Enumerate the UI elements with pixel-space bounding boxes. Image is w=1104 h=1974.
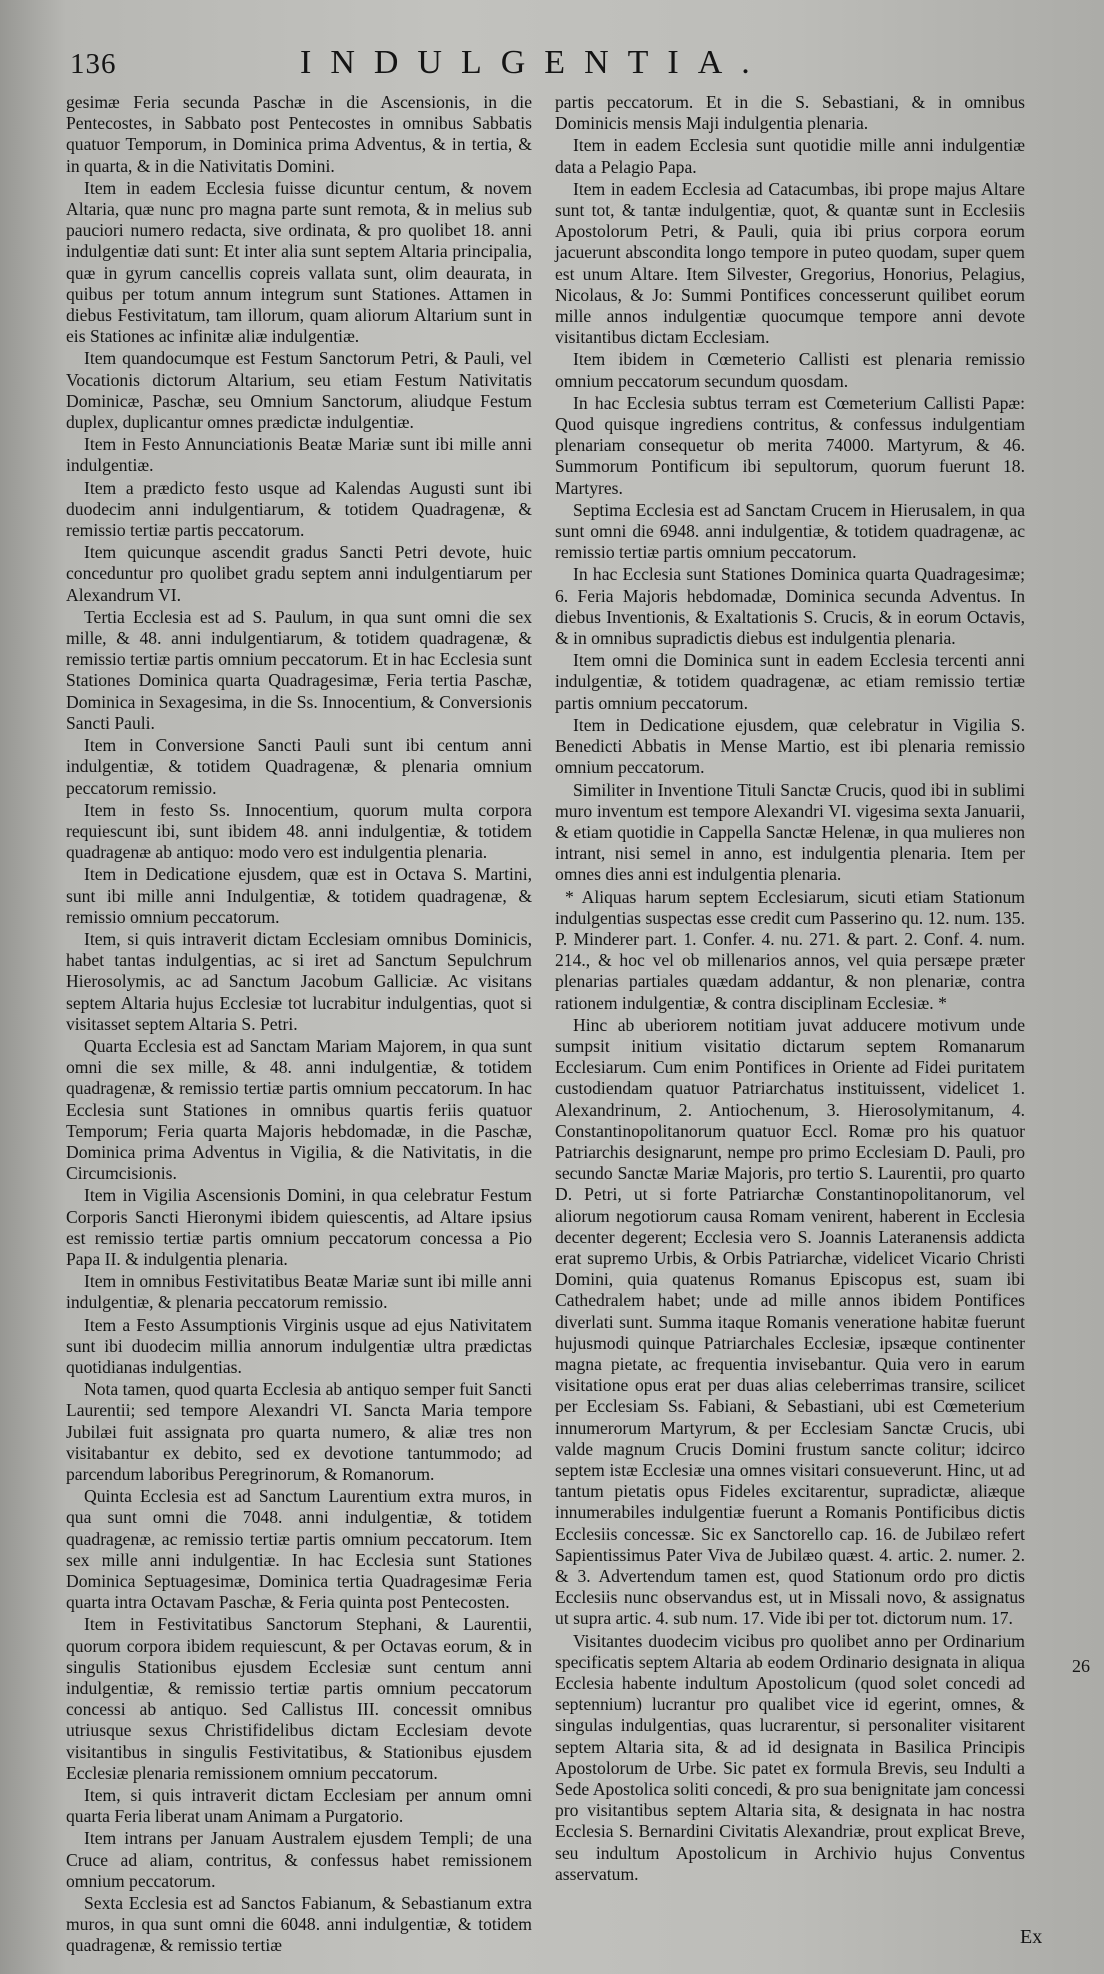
left-column (66, 92, 532, 1958)
page-header (70, 44, 990, 94)
paragraph: In hac Ecclesia sunt Stationes Dominica quarta Quadragesimæ; 6. Feria Majoris hebdomadæ, Dominica secunda Adventus. In diebus Inventionis, & Exaltationis S. Crucis, & in eorum Octavis, & in omnibus supradictis diebus est indulgentia plenaria. (555, 564, 1025, 649)
paragraph: In hac Ecclesia subtus terram est Cœmeterium Callisti Papæ: Quod quisque ingrediens contritus, & confessus indulgentiam plenariam consequetur ob merita 74000. Martyrum, & 46. Summorum Pontificum ibi sepultorum, quorum fuerunt 18. Martyres. (555, 392, 1025, 498)
paragraph: gesimæ Feria secunda Paschæ in die Ascensionis, in die Pentecostes, in Sabbato post Pentecostes in omnibus Sabbatis quatuor Temporum, in Dominica prima Adventus, & in tertia, & in quarta, & in die Nativitatis Domini. (66, 92, 532, 176)
paragraph: Item quandocumque est Festum Sanctorum Petri, & Pauli, vel Vocationis dictorum Altarium, seu etiam Festum Nativitatis Dominicæ, Paschæ, seu Omnium Sanctorum, aliudque Festum duplex, duplicantur omnes prædictæ indulgentiæ. (66, 348, 532, 433)
paragraph: Item, si quis intraverit dictam Ecclesiam omnibus Dominicis, habet tantas indulgentias, ac si iret ad Sanctum Sepulchrum Hierosolymis, ac ad Sanctum Jacobum Galliciæ. Ac visitans septem Altaria hujus Ecclesiæ tot lucrabitur indulgentias, quot si visitasset septem Altaria S. Petri. (66, 928, 532, 1034)
right-column (555, 92, 1025, 1886)
paragraph: Item in eadem Ecclesia ad Catacumbas, ibi prope majus Altare sunt tot, & tantæ indulgentiæ, quot, & quantæ sunt in Ecclesiis Apostolorum Petri, & Pauli, quia ibi prius corpora eorum jacuerunt abscondita longo tempore in puteo quodam, super quem est unum Altare. Item Silvester, Gregorius, Honorius, Pelagius, Nicolaus, & Jo: Summi Pontifices concesserunt quilibet eorum mille annos indulgentiæ quocumque tempore anni devote visitantibus dictam Ecclesiam. (555, 178, 1025, 348)
catchword: Ex (1020, 1926, 1043, 1948)
paragraph: Item in Dedicatione ejusdem, quæ est in Octava S. Martini, sunt ibi mille anni Indulgentiæ, & totidem quadragenæ, & remissio omnium peccatorum. (66, 864, 532, 927)
paragraph: Item in Dedicatione ejusdem, quæ celebratur in Vigilia S. Benedicti Abbatis in Mense Martio, est ibi plenaria remissio omnium peccatorum. (555, 714, 1025, 778)
paragraph: Item in Vigilia Ascensionis Domini, in qua celebratur Festum Corporis Sancti Hieronymi ibidem quiescentis, ad Altare ipsius est remissio tertiæ partis omnium peccatorum concessa a Pio Papa II. & indulgentia plenaria. (66, 1185, 532, 1269)
paragraph: Item in Festo Annunciationis Beatæ Mariæ sunt ibi mille anni indulgentiæ. (66, 434, 532, 476)
paragraph: partis peccatorum. Et in die S. Sebastiani, & in omnibus Dominicis mensis Maji indulgentia plenaria. (555, 92, 1025, 134)
paragraph: Sexta Ecclesia est ad Sanctos Fabianum, & Sebastianum extra muros, in qua sunt omni die 6048. anni indulgentiæ, & totidem quadragenæ, & remissio tertiæ (66, 1893, 532, 1956)
paragraph: Item quicunque ascendit gradus Sancti Petri devote, huic conceduntur pro quolibet gradu septem anni indulgentiarum per Alexandrum VI. (66, 542, 532, 605)
page-number: 136 (70, 48, 117, 80)
paragraph: Item in Festivitatibus Sanctorum Stephani, & Laurentii, quorum corpora ibidem requiescunt, & per Octavas eorum, & in singulis Stationibus ejusdem Ecclesiæ sunt centum anni indulgentiæ, & remissio tertiæ partis omnium peccatorum concessi ab antiquo. Sed Callistus III. concessit omnibus utriusque sexus Christifidelibus dictam Ecclesiam devote visitantibus in singulis Festivitatibus, & Stationibus ejusdem Ecclesiæ plenaria remissionem omnium peccatorum. (66, 1614, 532, 1783)
paragraph: Similiter in Inventione Tituli Sanctæ Crucis, quod ibi in sublimi muro inventum est tempore Alexandri VI. vigesima sexta Januarii, & etiam quotidie in Cappella Sanctæ Helenæ, in qua mulieres non intrant, nisi semel in anno, est indulgentia plenaria. Item per omnes dies anni est indulgentia plenaria. (555, 779, 1025, 885)
footnote-paragraph: * Aliquas harum septem Ecclesiarum, sicuti etiam Stationum indulgentias suspectas esse credit cum Passerino qu. 12. num. 135. P. Minderer part. 1. Confer. 4. nu. 271. & part. 2. Conf. 4. num. 214., & hoc vel ob millenarios annos, vel quia persæpe præter plenarias partiales quædam addantur, & non plenariæ, contra rationem indulgentiæ, & contra disciplinam Ecclesiæ. * (555, 886, 1025, 1013)
paragraph: Item in eadem Ecclesia sunt quotidie mille anni indulgentiæ data a Pelagio Papa. (555, 135, 1025, 177)
margin-number: 26 (1072, 1656, 1090, 1676)
paragraph: Item in festo Ss. Innocentium, quorum multa corpora requiescunt ibi, sunt ibidem 48. anni indulgentiæ, & totidem quadragenæ ab antiquo: modo vero est indulgentia plenaria. (66, 799, 532, 863)
paragraph: Item in Conversione Sancti Pauli sunt ibi centum anni indulgentiæ, & totidem Quadragenæ, & plenaria omnium peccatorum remissio. (66, 735, 532, 798)
paragraph: Item, si quis intraverit dictam Ecclesiam per annum omni quarta Feria liberat unam Animam a Purgatorio. (66, 1785, 532, 1827)
running-title: INDULGENTIA. (300, 44, 769, 81)
paragraph: Item intrans per Januam Australem ejusdem Templi; de una Cruce ad aliam, contritus, & confessus habet remissionem omnium peccatorum. (66, 1828, 532, 1891)
paragraph: Item in eadem Ecclesia fuisse dicuntur centum, & novem Altaria, quæ nunc pro magna parte sunt remota, & in melius sub pauciori numero redacta, sive ordinata, & pro quolibet 18. anni indulgentiæ dati sunt: Et inter alia sunt septem Altaria principalia, quæ in gyrum cancellis copreis vallata sunt, olim deaurata, in quibus per totum annum integrum sunt Stationes. Attamen in diebus Festivitatum, tam illorum, quam aliorum Altarium sunt in eis Stationes ac infinitæ aliæ indulgentiæ. (66, 177, 532, 347)
paragraph: Hinc ab uberiorem notitiam juvat adducere motivum unde sumpsit initium visitatio dictarum septem Romanarum Ecclesiarum. Cum enim Pontifices in Oriente ad Fidei puritatem custodiendam quatuor Patriarchatus instituissent, videlicet 1. Alexandrinum, 2. Antiochenum, 3. Hierosolymitanum, 4. Constantinopolitanorum quatuor Eccl. Romæ pro his quatuor Patriarchis designarunt, nempe pro primo Ecclesiam D. Pauli, pro secundo Sanctæ Mariæ Majoris, pro tertio S. Laurentii, pro quarto D. Petri, ut si forte Patriarchæ Constantinopolitanorum, vel aliorum negotiorum causa Romam venirent, haberent in Ecclesia decenter degerent; Ecclesia vero S. Joannis Lateranensis addicta erat supremo Urbis, & Orbis Patriarchæ, videlicet Vicario Christi Domini, quia quatenus Romanus Episcopus est, suam ibi Cathedralem habet; unde ad mille annos ibidem Pontifices diverlati sunt. Summa itaque Romanis veneratione habitæ fuerunt hujusmodi quinque Patriarchales Ecclesiæ, ipsæque continenter magna pietate, ac frequentia invisebantur. Quia vero in earum visitatione opus erat per duas alias celeberrimas transire, scilicet per Ecclesiam Ss. Fabiani, & Sebastiani, ubi est Cœmeterium innumerorum Martyrum, & per Ecclesiam Sanctæ Crucis, ubi valde magnum Crucis Domini frustum sancte colitur; idcirco septem istæ Ecclesiæ una omnes visitari consueverunt. Hinc, ut ad tantum pietatis opus Fideles excitarentur, supradictæ, aliæque innumerabiles indulgentiæ fuerunt a Romanis Pontificibus dictis Ecclesiis concessæ. Sic ex Sanctorello cap. 16. de Jubilæo refert Sapientissimus Pater Viva de Jubilæo quæst. 4. artic. 2. numer. 2. & 3. Advertendum tamen est, quod Stationum ordo pro dictis Ecclesiis nunc observandus est, ut in Missali novo, & assignatus ut supra artic. 4. sub num. 17. Vide ibi per tot. dictorum num. 17. (555, 1014, 1025, 1629)
paragraph: Item omni die Dominica sunt in eadem Ecclesia tercenti anni indulgentiæ, & totidem quadragenæ, ac etiam remissio tertiæ partis omnium peccatorum. (555, 650, 1025, 713)
paragraph: Quinta Ecclesia est ad Sanctum Laurentium extra muros, in qua sunt omni die 7048. anni indulgentiæ, & totidem quadragenæ, ac remissio tertiæ partis omnium peccatorum. Item sex mille anni indulgentiæ. In hac Ecclesia sunt Stationes Dominica Septuagesimæ, Dominica tertia Quadragesimæ Feria quarta intra Octavam Paschæ, & Feria quinta post Pentecosten. (66, 1486, 532, 1613)
paragraph: Item a prædicto festo usque ad Kalendas Augusti sunt ibi duodecim anni indulgentiarum, & totidem Quadragenæ, & remissio tertiæ partis peccatorum. (66, 477, 532, 541)
paragraph: Visitantes duodecim vicibus pro quolibet anno per Ordinarium specificatis septem Altaria ab eodem Ordinario designata in aliqua Ecclesia habente indultum Apostolicum (quod solet concedi ad septennium) lucrantur pro qualibet vice id egerint, omnes, & singulas indulgentias, quas lucrarentur, si personaliter visitarent septem Altaria sita, & ad id designata in Basilica Principis Apostolorum de Urbe. Sic patet ex formula Brevis, seu Indulti a Sede Apostolica soliti concedi, & pro sua benignitate jam concessi pro visitantibus septem Altaria sita, & designata in hac nostra Ecclesia S. Bernardini Civitatis Alexandriæ, prout explicat Breve, seu indultum Apostolicum in Archivio hujus Conventus asservatum. (555, 1630, 1025, 1884)
paragraph: Tertia Ecclesia est ad S. Paulum, in qua sunt omni die sex mille, & 48. anni indulgentiarum, & totidem quadragenæ, & remissio tertiæ partis omnium peccatorum. Et in hac Ecclesia sunt Stationes Dominica quarta Quadragesimæ, Feria tertia Paschæ, Dominica in Sexagesima, in die Ss. Innocentium, & Conversionis Sancti Pauli. (66, 606, 532, 733)
paragraph: Septima Ecclesia est ad Sanctam Crucem in Hierusalem, in qua sunt omni die 6948. anni indulgentiæ, & totidem quadragenæ, ac remissio tertiæ partis omnium peccatorum. (555, 499, 1025, 563)
paragraph: Nota tamen, quod quarta Ecclesia ab antiquo semper fuit Sancti Laurentii; sed tempore Alexandri VI. Sancta Maria tempore Jubilæi fuit assignata pro quarta numero, & aliæ tres non visitabantur ex debito, sed ex devotione tantummodo; ad parcendum laboribus Peregrinorum, & Romanorum. (66, 1379, 532, 1484)
paragraph: Item a Festo Assumptionis Virginis usque ad ejus Nativitatem sunt ibi duodecim millia annorum indulgentiæ ultra prædictas quotidianas indulgentias. (66, 1314, 532, 1377)
paragraph: Item ibidem in Cœmeterio Callisti est plenaria remissio omnium peccatorum secundum quosdam. (555, 349, 1025, 391)
paragraph: Item in omnibus Festivitatibus Beatæ Mariæ sunt ibi mille anni indulgentiæ, & plenaria peccatorum remissio. (66, 1271, 532, 1313)
paragraph: Quarta Ecclesia est ad Sanctam Mariam Majorem, in qua sunt omni die sex mille, & 48. anni indulgentiæ, & totidem quadragenæ, & remissio tertiæ partis omnium peccatorum. In hac Ecclesia sunt Stationes in omnibus quartis feriis quatuor Temporum; Feria quarta Majoris hebdomadæ, in die Paschæ, Dominica prima Adventus in Vigilia, & die Nativitatis, in die Circumcisionis. (66, 1035, 532, 1184)
